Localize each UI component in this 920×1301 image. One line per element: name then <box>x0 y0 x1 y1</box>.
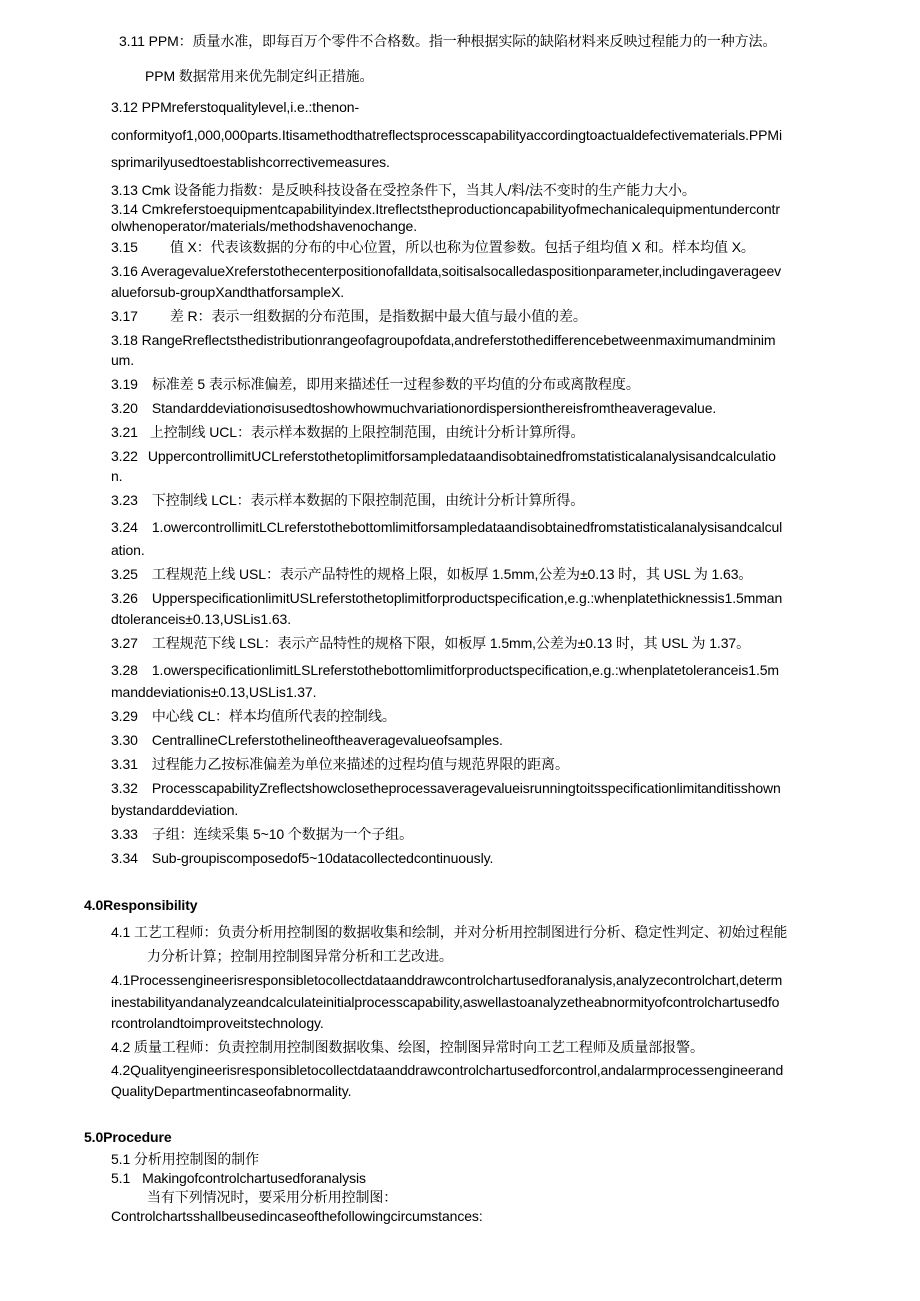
def-3-18-line2: um. <box>111 352 135 368</box>
def-3-26-line1: 3.26 UpperspecificationlimitUSLreferstothetoplimitforproductspecification,e.g.:whenplatethicknessis1.5mman <box>111 590 783 606</box>
def-3-11: 3.11 PPM：质量水准，即每百万个零件不合格数。指一种根据实际的缺陷材料来反映过程能力的一种方法。 <box>119 33 777 49</box>
resp-4-2-en-line2: QualityDepartmentincaseofabnormality. <box>111 1083 352 1099</box>
proc-5-1-en2: Controlchartsshallbeusedincaseofthefollowingcircumstances: <box>111 1208 483 1224</box>
def-3-23: 3.23 下控制线 LCL：表示样本数据的下限控制范围，由统计分析计算所得。 <box>111 492 585 508</box>
section-heading-procedure: 5.0Procedure <box>84 1129 172 1145</box>
def-3-28-line2: manddeviationis±0.13,USLis1.37. <box>111 684 317 700</box>
def-3-17: 3.17 差 R：表示一组数据的分布范围，是指数据中最大值与最小值的差。 <box>111 308 587 324</box>
resp-4-2-en-line1: 4.2Qualityengineerisresponsibletocollectdataanddrawcontrolchartusedforcontrol,andalarmprocessengineerand <box>111 1062 784 1078</box>
def-3-20: 3.20 Standarddeviationσisusedtoshowhowmuchvariationordispersionthereisfromtheaveragevalue. <box>111 400 717 416</box>
resp-4-1-en-line1: 4.1Processengineerisresponsibletocollectdataanddrawcontrolchartusedforanalysis,analyzecontrolchart,determ <box>111 972 783 988</box>
def-3-32-line1: 3.32 ProcesscapabilityZreflectshowclosetheprocessaveragevalueisrunningtoitsspecificationlimitanditisshown <box>111 780 781 796</box>
def-3-24-line2: ation. <box>111 542 145 558</box>
def-3-33: 3.33 子组：连续采集 5~10 个数据为一个子组。 <box>111 826 413 842</box>
def-3-28-line1: 3.28 1.owerspecificationlimitLSLreferstothebottomlimitforproductspecification,e.g.:whenplatetoleranceis1.5m <box>111 662 779 678</box>
def-3-12-line3: sprimarilyusedtoestablishcorrectivemeasures. <box>111 154 390 170</box>
resp-4-2-cn: 4.2 质量工程师：负责控制用控制图数据收集、绘图，控制图异常时向工艺工程师及质量部报警。 <box>111 1039 704 1055</box>
def-3-27: 3.27 工程规范下线 LSL：表示产品特性的规格下限，如板厚 1.5mm,公差为±0.13 时，其 USL 为 1.37。 <box>111 635 750 651</box>
def-3-12-line2: conformityof1,000,000parts.Itisamethodthatreflectsprocesscapabilityaccordingtoactualdefectivematerials.PPMi <box>111 127 782 143</box>
def-3-25: 3.25 工程规范上线 USL：表示产品特性的规格上限，如板厚 1.5mm,公差为±0.13 时，其 USL 为 1.63。 <box>111 566 753 582</box>
proc-5-1-en: 5.1 Makingofcontrolchartusedforanalysis <box>111 1170 366 1186</box>
resp-4-1-cn-line1: 4.1 工艺工程师：负责分析用控制图的数据收集和绘制，并对分析用控制图进行分析、稳定性判定、初始过程能 <box>111 924 788 940</box>
def-3-14-line1: 3.14 Cmkreferstoequipmentcapabilityindex.Itreflectstheproductioncapabilityofmechanicalequipmentundercontr <box>111 201 780 217</box>
def-3-24-line1: 3.24 1.owercontrollimitLCLreferstothebottomlimitforsampledataandisobtainedfromstatisticalanalysisandcalcul <box>111 519 783 535</box>
def-3-12-line1: 3.12 PPMreferstoqualitylevel,i.e.:thenon- <box>111 99 360 115</box>
def-3-30: 3.30 CentrallineCLreferstothelineoftheaveragevalueofsamples. <box>111 732 503 748</box>
def-3-31: 3.31 过程能力乙按标准偏差为单位来描述的过程均值与规范界限的距离。 <box>111 756 569 772</box>
section-heading-responsibility: 4.0Responsibility <box>84 897 198 913</box>
def-3-16-line1: 3.16 AveragevalueXreferstothecenterpositionofalldata,soitisalsocalledaspositionparameter,includingaverageev <box>111 263 782 279</box>
def-3-14-line2: olwhenoperator/materials/methodshavenochange. <box>111 218 418 234</box>
proc-5-1-cn2: 当有下列情况时，要采用分析用控制图： <box>147 1189 398 1205</box>
def-3-13: 3.13 Cmk 设备能力指数：是反映科技设备在受控条件下，当其人/料/法不变时的生产能力大小。 <box>111 182 696 198</box>
def-3-32-line2: bystandarddeviation. <box>111 802 239 818</box>
def-3-26-line2: dtoleranceis±0.13,USLis1.63. <box>111 611 291 627</box>
def-3-22-line2: n. <box>111 468 123 484</box>
proc-5-1-cn: 5.1 分析用控制图的制作 <box>111 1151 260 1167</box>
resp-4-1-en-line3: rcontrolandtoimproveitstechnology. <box>111 1015 324 1031</box>
def-3-19: 3.19 标准差 5 表示标准偏差，即用来描述任一过程参数的平均值的分布或离散程度。 <box>111 376 640 392</box>
def-3-21: 3.21 上控制线 UCL：表示样本数据的上限控制范围，由统计分析计算所得。 <box>111 424 585 440</box>
resp-4-1-cn-line2: 力分析计算；控制用控制图异常分析和工艺改进。 <box>147 948 453 964</box>
def-3-15: 3.15 值 X：代表该数据的分布的中心位置，所以也称为位置参数。包括子组均值 X 和。样本均值 X。 <box>111 239 755 255</box>
def-3-29: 3.29 中心线 CL：样本均值所代表的控制线。 <box>111 708 396 724</box>
def-3-22-line1: 3.22 UppercontrollimitUCLreferstothetoplimitforsampledataandisobtainedfromstatisticalanalysisandcalculatio <box>111 448 776 464</box>
def-3-18-line1: 3.18 RangeRreflectsthedistributionrangeofagroupofdata,andreferstothedifferencebetweenmaximumandminim <box>111 332 776 348</box>
def-3-11-cont: PPM 数据常用来优先制定纠正措施。 <box>145 68 374 84</box>
def-3-16-line2: alueforsub-groupXandthatforsampleX. <box>111 284 345 300</box>
resp-4-1-en-line2: inestabilityandanalyzeandcalculateinitialprocesscapability,aswellastoanalyzetheabnormityofcontrolchartusedfo <box>111 994 780 1010</box>
def-3-34: 3.34 Sub-groupiscomposedof5~10datacollectedcontinuously. <box>111 850 494 866</box>
